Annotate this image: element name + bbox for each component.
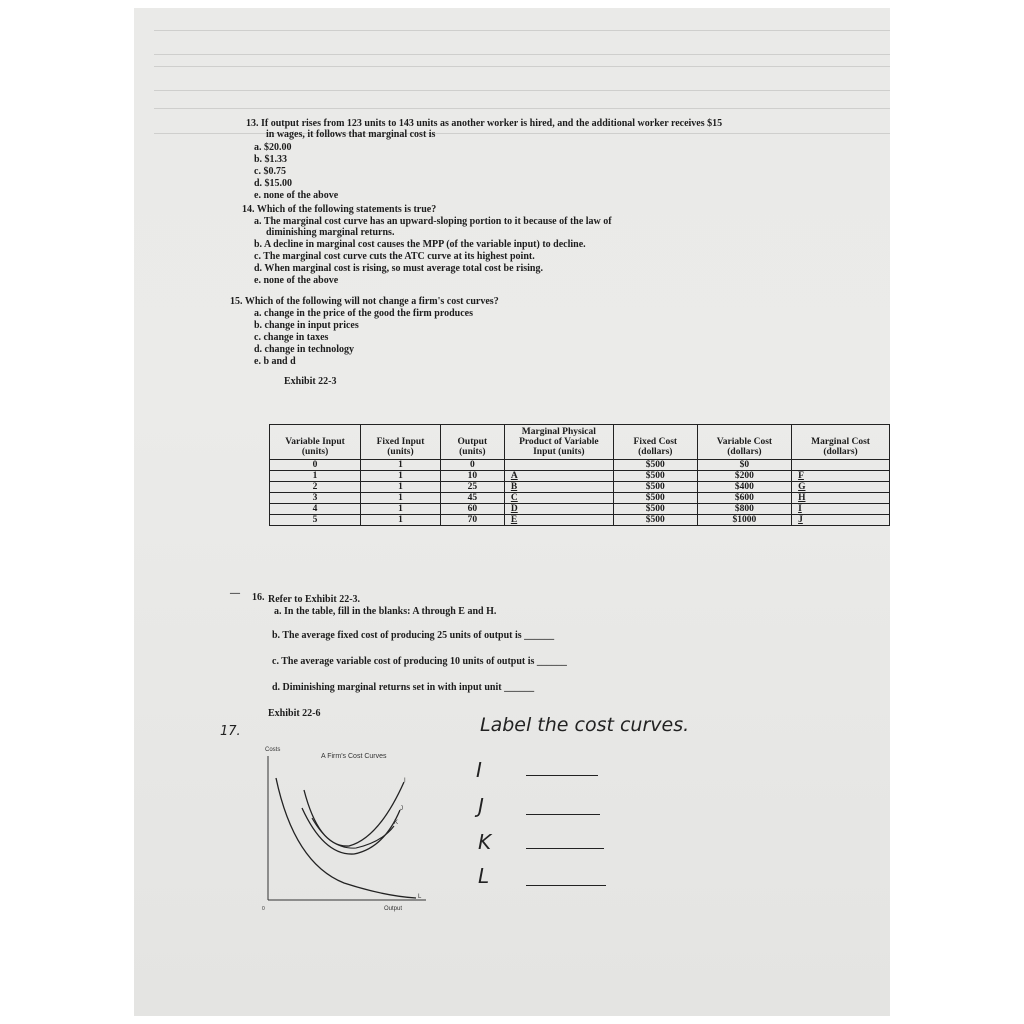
q16-part-a: a. In the table, fill in the blanks: A through E and H. bbox=[274, 606, 497, 617]
q15-stem: 15. Which of the following will not change a firm's cost curves? bbox=[230, 296, 499, 307]
col-header: Output (units) bbox=[440, 425, 504, 460]
q17-instruction: Label the cost curves. bbox=[480, 714, 690, 736]
curve-k bbox=[312, 818, 394, 848]
q13-option-a: a. $20.00 bbox=[254, 142, 292, 153]
worksheet-page bbox=[134, 8, 890, 1016]
curve-l bbox=[276, 778, 416, 898]
origin-label: 0 bbox=[262, 906, 265, 912]
table-cell: 1 bbox=[361, 471, 441, 482]
q14-option-e: e. none of the above bbox=[254, 275, 339, 286]
q13-option-e: e. none of the above bbox=[254, 190, 339, 201]
table-cell: F bbox=[792, 471, 890, 482]
table-row bbox=[270, 515, 890, 526]
table-cell: $400 bbox=[697, 482, 791, 493]
q14-option-b: b. A decline in marginal cost causes the MPP (of the variable input) to decline. bbox=[254, 239, 586, 250]
answer-blank-l[interactable] bbox=[526, 885, 606, 886]
table-cell: $200 bbox=[697, 471, 791, 482]
chart-title: A Firm's Cost Curves bbox=[321, 753, 387, 760]
ruled-line bbox=[154, 30, 890, 31]
ruled-line bbox=[154, 108, 890, 109]
table-cell: B bbox=[504, 482, 613, 493]
x-axis-label: Output bbox=[384, 906, 403, 912]
answer-blank-i[interactable] bbox=[526, 775, 598, 776]
table-cell: 1 bbox=[361, 493, 441, 504]
curve-label-j: J bbox=[400, 806, 403, 812]
table-cell: 60 bbox=[440, 504, 504, 515]
answer-blank-k[interactable] bbox=[526, 848, 604, 849]
q17-number: 17. bbox=[220, 724, 241, 739]
table-cell: $500 bbox=[613, 515, 697, 526]
table-cell: D bbox=[504, 504, 613, 515]
q13-option-d: d. $15.00 bbox=[254, 178, 293, 189]
q16-part-b: b. The average fixed cost of producing 25 units of output is ______ bbox=[272, 630, 555, 641]
table-cell: 10 bbox=[440, 471, 504, 482]
table-cell: 1 bbox=[361, 482, 441, 493]
q16-number: 16. bbox=[252, 592, 265, 603]
blank-label-j: J bbox=[478, 794, 484, 818]
table-cell: 2 bbox=[270, 482, 361, 493]
table-row bbox=[270, 493, 890, 504]
table-cell: $500 bbox=[613, 460, 697, 471]
exhibit-22-6-title: Exhibit 22-6 bbox=[268, 708, 321, 719]
table-cell: G bbox=[792, 482, 890, 493]
ruled-line bbox=[154, 90, 890, 91]
table-cell: A bbox=[504, 471, 613, 482]
answer-blank-j[interactable] bbox=[526, 814, 600, 815]
table-cell: 25 bbox=[440, 482, 504, 493]
q15-option-c: c. change in taxes bbox=[254, 332, 329, 343]
ruled-line bbox=[154, 133, 890, 134]
table-cell: $500 bbox=[613, 471, 697, 482]
table-cell: 1 bbox=[361, 504, 441, 515]
col-header: Marginal Cost (dollars) bbox=[792, 425, 890, 460]
curve-label-i: I bbox=[404, 778, 406, 784]
q13-stem-line1: 13. If output rises from 123 units to 143 units as another worker is hired, and the additional worker receives $15 bbox=[246, 118, 723, 129]
table-cell: C bbox=[504, 493, 613, 504]
table-cell: 3 bbox=[270, 493, 361, 504]
table-cell: J bbox=[792, 515, 890, 526]
table-cell: I bbox=[792, 504, 890, 515]
table-cell: $500 bbox=[613, 493, 697, 504]
col-header: Marginal Physical Product of Variable Input (units) bbox=[504, 425, 613, 460]
q15-option-d: d. change in technology bbox=[254, 344, 355, 355]
q13-stem-line2: in wages, it follows that marginal cost is bbox=[266, 129, 436, 140]
ruled-line bbox=[154, 66, 890, 67]
table-cell: $1000 bbox=[697, 515, 791, 526]
y-axis-label: Costs bbox=[265, 747, 281, 753]
table-cell: $600 bbox=[697, 493, 791, 504]
blank-label-i: I bbox=[476, 758, 482, 782]
table-cell: 4 bbox=[270, 504, 361, 515]
table-cell: E bbox=[504, 515, 613, 526]
col-header: Variable Input (units) bbox=[270, 425, 361, 460]
table-cell: $500 bbox=[613, 504, 697, 515]
photo-frame bbox=[134, 8, 890, 1016]
table-cell: 1 bbox=[361, 515, 441, 526]
table-cell: $500 bbox=[613, 482, 697, 493]
table-row bbox=[270, 471, 890, 482]
table-cell bbox=[792, 460, 890, 471]
curve-j bbox=[302, 808, 400, 854]
table-cell: $800 bbox=[697, 504, 791, 515]
q14-option-a-line2: diminishing marginal returns. bbox=[266, 227, 395, 238]
q14-option-d: d. When marginal cost is rising, so must average total cost be rising. bbox=[254, 263, 543, 274]
table-row bbox=[270, 460, 890, 471]
exhibit-22-3-table bbox=[269, 424, 890, 526]
curve-label-l: L bbox=[418, 894, 422, 900]
col-header: Fixed Cost (dollars) bbox=[613, 425, 697, 460]
col-header: Fixed Input (units) bbox=[361, 425, 441, 460]
q13-option-b: b. $1.33 bbox=[254, 154, 288, 165]
table-cell: 1 bbox=[270, 471, 361, 482]
blank-label-k: K bbox=[478, 830, 492, 854]
q14-option-a-line1: a. The marginal cost curve has an upward-sloping portion to it because of the law of bbox=[254, 216, 612, 227]
q14-option-c: c. The marginal cost curve cuts the ATC curve at its highest point. bbox=[254, 251, 535, 262]
q14-stem: 14. Which of the following statements is true? bbox=[242, 204, 437, 215]
blank-label-l: L bbox=[478, 864, 490, 888]
ruled-line bbox=[154, 54, 890, 55]
q15-option-b: b. change in input prices bbox=[254, 320, 359, 331]
q16-part-d: d. Diminishing marginal returns set in with input unit ______ bbox=[272, 682, 535, 693]
q16-dash: — bbox=[230, 588, 240, 599]
q13-option-c: c. $0.75 bbox=[254, 166, 286, 177]
table-row bbox=[270, 504, 890, 515]
table-row bbox=[270, 482, 890, 493]
table-cell: 70 bbox=[440, 515, 504, 526]
col-header: Variable Cost (dollars) bbox=[697, 425, 791, 460]
table-cell: 45 bbox=[440, 493, 504, 504]
table-cell: 0 bbox=[270, 460, 361, 471]
q15-option-a: a. change in the price of the good the firm produces bbox=[254, 308, 473, 319]
q15-option-e: e. b and d bbox=[254, 356, 296, 367]
table-cell: 1 bbox=[361, 460, 441, 471]
table-cell: 5 bbox=[270, 515, 361, 526]
table-cell: H bbox=[792, 493, 890, 504]
exhibit-22-3-title: Exhibit 22-3 bbox=[284, 376, 337, 387]
cost-curves-diagram bbox=[254, 738, 454, 918]
table-cell: $0 bbox=[697, 460, 791, 471]
q16-stem: Refer to Exhibit 22-3. bbox=[268, 594, 361, 605]
curve-label-k: K bbox=[394, 820, 399, 826]
table-cell: 0 bbox=[440, 460, 504, 471]
q16-part-c: c. The average variable cost of producing 10 units of output is ______ bbox=[272, 656, 567, 667]
table-cell bbox=[504, 460, 613, 471]
